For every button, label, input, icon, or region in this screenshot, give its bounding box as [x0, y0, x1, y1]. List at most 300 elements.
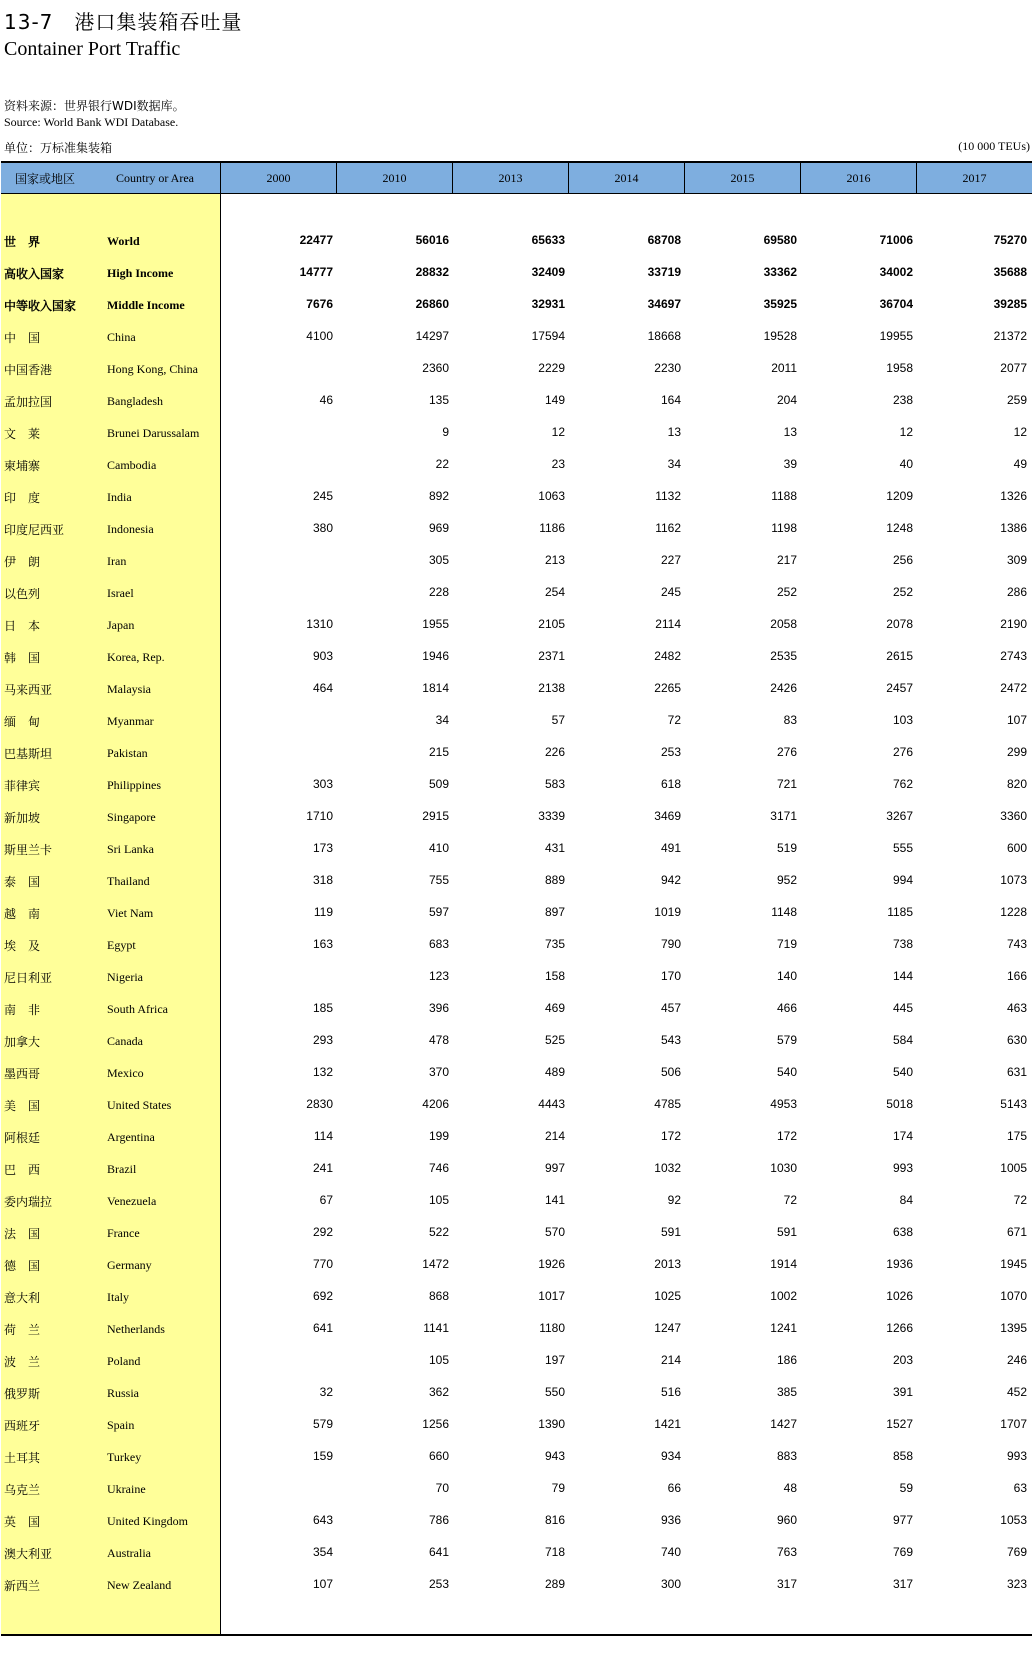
country-name-zh: 印度尼西亚: [4, 523, 65, 537]
country-name-en: Italy: [107, 1290, 129, 1304]
table-row: [1, 1248, 1032, 1280]
value-cell: 506: [660, 1065, 681, 1079]
value-cell: 1017: [538, 1289, 565, 1303]
country-name-en: Poland: [107, 1354, 141, 1368]
value-cell: 245: [660, 585, 681, 599]
value-cell: 762: [892, 777, 913, 791]
country-name-zh: 泰 国: [4, 875, 41, 889]
value-cell: 641: [428, 1545, 449, 1559]
value-cell: 19528: [763, 329, 797, 343]
value-cell: 3339: [538, 809, 565, 823]
header-country-cell: [1, 163, 221, 193]
value-cell: 540: [776, 1065, 797, 1079]
value-cell: 660: [428, 1449, 449, 1463]
table-row: [1, 1440, 1032, 1472]
unit-label-en: (10 000 TEUs): [958, 139, 1030, 153]
value-cell: 276: [776, 745, 797, 759]
table-row: [1, 672, 1032, 704]
value-cell: 214: [544, 1129, 565, 1143]
value-cell: 174: [892, 1129, 913, 1143]
value-cell: 227: [660, 553, 681, 567]
value-cell: 105: [428, 1193, 449, 1207]
country-name-zh: 菲律宾: [4, 779, 41, 793]
value-cell: 75270: [993, 233, 1027, 247]
source-note-zh: 资料来源：世界银行WDI数据库。: [4, 99, 185, 113]
country-name-zh: 马来西亚: [4, 683, 53, 697]
country-name-en: United States: [107, 1098, 172, 1112]
table-header: [1, 163, 1032, 193]
value-cell: 1946: [422, 649, 449, 663]
value-cell: 217: [776, 553, 797, 567]
value-cell: 883: [776, 1449, 797, 1463]
country-name-en: Iran: [107, 554, 127, 568]
table-row: [1, 608, 1032, 640]
value-cell: 7676: [306, 297, 333, 311]
value-cell: 149: [544, 393, 565, 407]
table-row: [1, 1216, 1032, 1248]
value-cell: 2743: [1000, 649, 1027, 663]
value-cell: 463: [1006, 1001, 1027, 1015]
value-cell: 2230: [654, 361, 681, 375]
country-name-zh: 柬埔寨: [4, 459, 41, 473]
value-cell: 2426: [770, 681, 797, 695]
value-cell: 32931: [531, 297, 565, 311]
value-cell: 960: [776, 1513, 797, 1527]
value-cell: 2371: [538, 649, 565, 663]
country-name-zh: 阿根廷: [4, 1131, 41, 1145]
value-cell: 2077: [1000, 361, 1027, 375]
value-cell: 638: [892, 1225, 913, 1239]
value-cell: 214: [660, 1353, 681, 1367]
value-cell: 12: [551, 425, 565, 439]
value-cell: 107: [1006, 713, 1027, 727]
table-row: [1, 1312, 1032, 1344]
value-cell: 735: [544, 937, 565, 951]
value-cell: 323: [1006, 1577, 1027, 1591]
value-cell: 175: [1006, 1129, 1027, 1143]
value-cell: 186: [776, 1353, 797, 1367]
value-cell: 4953: [770, 1097, 797, 1111]
value-cell: 816: [544, 1513, 565, 1527]
value-cell: 2078: [886, 617, 913, 631]
value-cell: 1025: [654, 1289, 681, 1303]
value-cell: 969: [428, 521, 449, 535]
value-cell: 22477: [299, 233, 333, 247]
value-cell: 1053: [1000, 1513, 1027, 1527]
value-cell: 303: [312, 777, 333, 791]
country-name-en: Japan: [107, 618, 135, 632]
value-cell: 903: [312, 649, 333, 663]
country-name-en: Israel: [107, 586, 134, 600]
value-cell: 491: [660, 841, 681, 855]
country-name-en: Nigeria: [107, 970, 143, 984]
value-cell: 738: [892, 937, 913, 951]
value-cell: 68708: [647, 233, 681, 247]
country-name-zh: 中国香港: [4, 363, 53, 377]
value-cell: 318: [312, 873, 333, 887]
country-name-en: Egypt: [107, 938, 136, 952]
country-name-zh: 以色列: [4, 587, 41, 601]
value-cell: 1926: [538, 1257, 565, 1271]
value-cell: 591: [776, 1225, 797, 1239]
country-name-en: Philippines: [107, 778, 162, 792]
value-cell: 300: [660, 1577, 681, 1591]
value-cell: 135: [428, 393, 449, 407]
value-cell: 253: [660, 745, 681, 759]
country-name-en: New Zealand: [107, 1578, 172, 1592]
value-cell: 5018: [886, 1097, 913, 1111]
value-cell: 1266: [886, 1321, 913, 1335]
value-cell: 159: [312, 1449, 333, 1463]
value-cell: 1073: [1000, 873, 1027, 887]
table-body: [1, 224, 1032, 1600]
value-cell: 2615: [886, 649, 913, 663]
country-name-zh: 文 莱: [4, 427, 41, 441]
value-cell: 2830: [306, 1097, 333, 1111]
value-cell: 600: [1006, 841, 1027, 855]
table-row: [1, 320, 1032, 352]
value-cell: 197: [544, 1353, 565, 1367]
value-cell: 1026: [886, 1289, 913, 1303]
table-row: [1, 832, 1032, 864]
value-cell: 1063: [538, 489, 565, 503]
value-cell: 132: [312, 1065, 333, 1079]
value-cell: 18668: [647, 329, 681, 343]
country-name-en: Viet Nam: [107, 906, 154, 920]
table-row: [1, 1088, 1032, 1120]
value-cell: 22: [435, 457, 449, 471]
value-cell: 317: [892, 1577, 913, 1591]
table-row: [1, 384, 1032, 416]
country-name-en: Brunei Darussalam: [107, 426, 200, 440]
table-row: [1, 1024, 1032, 1056]
value-cell: 1002: [770, 1289, 797, 1303]
value-cell: 13: [783, 425, 797, 439]
country-name-zh: 土耳其: [4, 1451, 41, 1465]
country-name-zh: 美 国: [4, 1099, 41, 1113]
value-cell: 2058: [770, 617, 797, 631]
table-row: [1, 1408, 1032, 1440]
value-cell: 1005: [1000, 1161, 1027, 1175]
country-name-en: Netherlands: [107, 1322, 165, 1336]
value-cell: 936: [660, 1513, 681, 1527]
header-year: 2014: [569, 163, 685, 193]
value-cell: 23: [551, 457, 565, 471]
country-name-en: Korea, Rep.: [107, 650, 165, 664]
value-cell: 977: [892, 1513, 913, 1527]
value-cell: 790: [660, 937, 681, 951]
value-cell: 516: [660, 1385, 681, 1399]
value-cell: 410: [428, 841, 449, 855]
table-row: [1, 960, 1032, 992]
table-row: [1, 768, 1032, 800]
value-cell: 489: [544, 1065, 565, 1079]
value-cell: 1180: [539, 1321, 565, 1335]
value-cell: 69580: [763, 233, 797, 247]
country-name-zh: 印 度: [4, 491, 41, 505]
value-cell: 57: [551, 713, 565, 727]
value-cell: 692: [312, 1289, 333, 1303]
value-cell: 28832: [415, 265, 449, 279]
country-name-en: Hong Kong, China: [107, 362, 198, 376]
value-cell: 164: [660, 393, 681, 407]
value-cell: 721: [776, 777, 797, 791]
value-cell: 1390: [538, 1417, 565, 1431]
country-name-en: Turkey: [107, 1450, 142, 1464]
value-cell: 72: [1013, 1193, 1027, 1207]
value-cell: 26860: [415, 297, 449, 311]
value-cell: 1247: [654, 1321, 681, 1335]
table-row: [1, 640, 1032, 672]
value-cell: 889: [544, 873, 565, 887]
value-cell: 1241: [770, 1321, 797, 1335]
value-cell: 1945: [1000, 1257, 1027, 1271]
value-cell: 555: [892, 841, 913, 855]
value-cell: 1527: [886, 1417, 913, 1431]
value-cell: 1707: [1000, 1417, 1027, 1431]
value-cell: 203: [892, 1353, 913, 1367]
value-cell: 79: [551, 1481, 565, 1495]
country-name-zh: 伊 朗: [4, 555, 41, 569]
value-cell: 671: [1006, 1225, 1027, 1239]
value-cell: 522: [428, 1225, 449, 1239]
value-cell: 3360: [1000, 809, 1027, 823]
country-name-zh: 中 国: [4, 331, 41, 345]
value-cell: 3469: [654, 809, 681, 823]
value-cell: 259: [1006, 393, 1027, 407]
value-cell: 380: [312, 521, 333, 535]
value-cell: 1427: [770, 1417, 797, 1431]
value-cell: 289: [544, 1577, 565, 1591]
value-cell: 1936: [886, 1257, 913, 1271]
country-name-en: Canada: [107, 1034, 143, 1048]
country-name-en: Middle Income: [107, 298, 185, 312]
value-cell: 1132: [655, 489, 681, 503]
value-cell: 1256: [422, 1417, 449, 1431]
country-name-en: United Kingdom: [107, 1514, 188, 1528]
table-row: [1, 1568, 1032, 1600]
value-cell: 14777: [299, 265, 333, 279]
country-name-en: World: [107, 234, 140, 248]
country-name-zh: 南 非: [4, 1003, 41, 1017]
value-cell: 70: [435, 1481, 449, 1495]
country-name-zh: 加拿大: [4, 1035, 41, 1049]
table-row: [1, 992, 1032, 1024]
value-cell: 897: [544, 905, 565, 919]
country-name-en: Australia: [107, 1546, 151, 1560]
table-row: [1, 544, 1032, 576]
header-year: 2017: [917, 163, 1032, 193]
value-cell: 618: [660, 777, 681, 791]
value-cell: 254: [544, 585, 565, 599]
value-cell: 579: [312, 1417, 333, 1431]
value-cell: 550: [544, 1385, 565, 1399]
value-cell: 34002: [879, 265, 913, 279]
country-name-zh: 俄罗斯: [4, 1387, 41, 1401]
value-cell: 107: [312, 1577, 333, 1591]
table-row: [1, 416, 1032, 448]
country-name-zh: 高收入国家: [4, 267, 65, 281]
value-cell: 199: [428, 1129, 449, 1143]
value-cell: 65633: [531, 233, 565, 247]
value-cell: 246: [1006, 1353, 1027, 1367]
value-cell: 252: [776, 585, 797, 599]
value-cell: 525: [544, 1033, 565, 1047]
value-cell: 32409: [531, 265, 565, 279]
value-cell: 2190: [1000, 617, 1027, 631]
value-cell: 892: [428, 489, 449, 503]
value-cell: 46: [319, 393, 333, 407]
value-cell: 3171: [770, 809, 797, 823]
country-name-zh: 英 国: [4, 1515, 41, 1529]
table-row: [1, 1344, 1032, 1376]
table-row: [1, 1472, 1032, 1504]
country-name-en: Russia: [107, 1386, 140, 1400]
country-name-zh: 意大利: [4, 1291, 41, 1305]
country-name-en: Venezuela: [107, 1194, 157, 1208]
value-cell: 597: [428, 905, 449, 919]
country-name-zh: 法 国: [4, 1227, 41, 1241]
country-name-zh: 西班牙: [4, 1419, 41, 1433]
country-name-en: Ukraine: [107, 1482, 146, 1496]
value-cell: 1310: [306, 617, 333, 631]
value-cell: 769: [892, 1545, 913, 1559]
value-cell: 34: [667, 457, 681, 471]
value-cell: 755: [428, 873, 449, 887]
value-cell: 4206: [422, 1097, 449, 1111]
value-cell: 2105: [538, 617, 565, 631]
page-title-zh: 13-7 港口集装箱吞吐量: [4, 10, 243, 34]
table-row: [1, 512, 1032, 544]
country-name-zh: 新西兰: [4, 1579, 41, 1593]
country-name-zh: 中等收入国家: [4, 299, 77, 313]
value-cell: 683: [428, 937, 449, 951]
country-name-zh: 埃 及: [4, 939, 41, 953]
country-name-zh: 乌克兰: [4, 1483, 41, 1497]
value-cell: 445: [892, 1001, 913, 1015]
value-cell: 2360: [422, 361, 449, 375]
value-cell: 820: [1006, 777, 1027, 791]
value-cell: 123: [428, 969, 449, 983]
value-cell: 39: [783, 457, 797, 471]
country-name-en: Pakistan: [107, 746, 148, 760]
table-row: [1, 576, 1032, 608]
value-cell: 35688: [993, 265, 1027, 279]
country-name-en: Indonesia: [107, 522, 154, 536]
value-cell: 114: [313, 1129, 333, 1143]
table-row: [1, 256, 1032, 288]
value-cell: 997: [544, 1161, 565, 1175]
table-row: [1, 1056, 1032, 1088]
value-cell: 2013: [654, 1257, 681, 1271]
country-name-zh: 缅 甸: [4, 715, 41, 729]
value-cell: 67: [319, 1193, 333, 1207]
value-cell: 641: [312, 1321, 333, 1335]
value-cell: 431: [544, 841, 565, 855]
header-country-zh: 国家或地区: [15, 172, 76, 186]
value-cell: 362: [428, 1385, 449, 1399]
value-cell: 452: [1006, 1385, 1027, 1399]
value-cell: 299: [1006, 745, 1027, 759]
header-year: 2010: [337, 163, 453, 193]
value-cell: 33719: [647, 265, 681, 279]
value-cell: 276: [892, 745, 913, 759]
table-row: [1, 1152, 1032, 1184]
header-year: 2013: [453, 163, 569, 193]
value-cell: 1386: [1000, 521, 1027, 535]
value-cell: 241: [312, 1161, 333, 1175]
value-cell: 1395: [1000, 1321, 1027, 1335]
value-cell: 719: [776, 937, 797, 951]
value-cell: 370: [428, 1065, 449, 1079]
value-cell: 71006: [879, 233, 913, 247]
value-cell: 1228: [1000, 905, 1027, 919]
page-title-en: Container Port Traffic: [4, 38, 181, 60]
country-name-zh: 巴基斯坦: [4, 747, 53, 761]
value-cell: 2472: [1000, 681, 1027, 695]
value-cell: 286: [1006, 585, 1027, 599]
source-note-en: Source: World Bank WDI Database.: [4, 115, 179, 129]
value-cell: 643: [312, 1513, 333, 1527]
value-cell: 63: [1013, 1481, 1027, 1495]
country-name-en: South Africa: [107, 1002, 168, 1016]
value-cell: 1914: [770, 1257, 797, 1271]
value-cell: 1030: [770, 1161, 797, 1175]
value-cell: 59: [899, 1481, 913, 1495]
value-cell: 519: [776, 841, 797, 855]
country-name-en: Germany: [107, 1258, 152, 1272]
country-name-zh: 尼日利亚: [4, 971, 53, 985]
value-cell: 2114: [655, 617, 681, 631]
value-cell: 2229: [538, 361, 565, 375]
value-cell: 1472: [422, 1257, 449, 1271]
value-cell: 584: [892, 1033, 913, 1047]
value-cell: 1248: [886, 521, 913, 535]
table-row: [1, 864, 1032, 896]
value-cell: 952: [776, 873, 797, 887]
value-cell: 1019: [654, 905, 681, 919]
value-cell: 119: [313, 905, 333, 919]
table-row: [1, 1280, 1032, 1312]
value-cell: 385: [776, 1385, 797, 1399]
value-cell: 173: [312, 841, 333, 855]
table-row: [1, 800, 1032, 832]
country-name-en: Malaysia: [107, 682, 151, 696]
value-cell: 256: [892, 553, 913, 567]
value-cell: 66: [667, 1481, 681, 1495]
table-row: [1, 224, 1032, 256]
value-cell: 40: [899, 457, 913, 471]
country-name-en: China: [107, 330, 136, 344]
value-cell: 3267: [886, 809, 913, 823]
country-name-en: Spain: [107, 1418, 135, 1432]
table-row: [1, 1536, 1032, 1568]
value-cell: 292: [312, 1225, 333, 1239]
table-bottom-rule: [1, 1634, 1032, 1636]
value-cell: 1186: [539, 521, 565, 535]
value-cell: 942: [660, 873, 681, 887]
value-cell: 19955: [879, 329, 913, 343]
country-name-en: Brazil: [107, 1162, 137, 1176]
value-cell: 185: [312, 1001, 333, 1015]
value-cell: 4100: [306, 329, 333, 343]
value-cell: 4443: [538, 1097, 565, 1111]
value-cell: 35925: [763, 297, 797, 311]
table-row: [1, 1184, 1032, 1216]
value-cell: 718: [544, 1545, 565, 1559]
value-cell: 1958: [886, 361, 913, 375]
country-name-en: France: [107, 1226, 140, 1240]
